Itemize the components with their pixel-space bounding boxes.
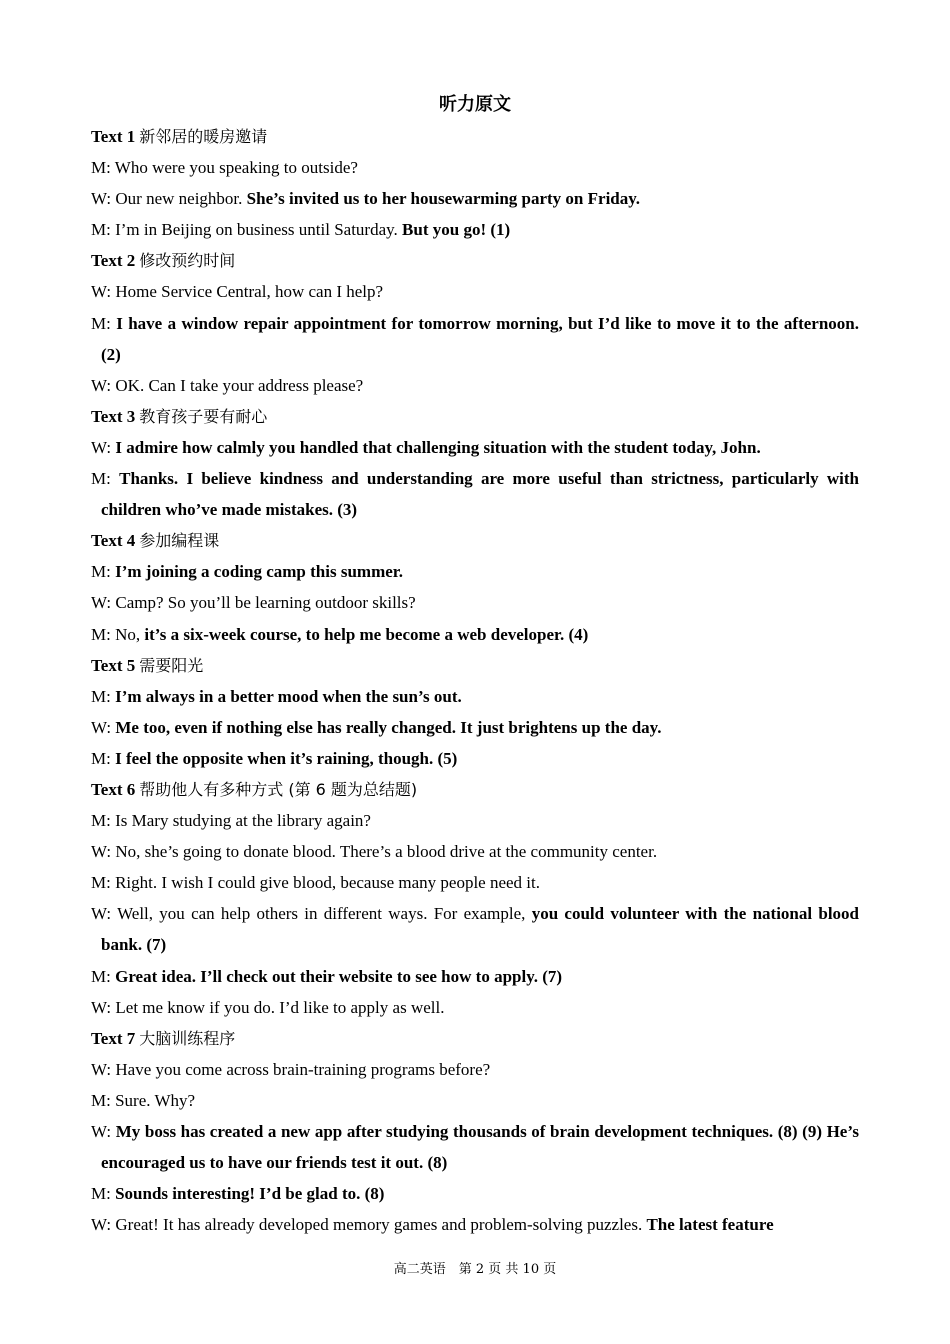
dialogue-text: No, <box>115 624 145 644</box>
dialogue-text: Let me know if you do. I’d like to apply as well. <box>115 997 445 1017</box>
dialogue-line <box>91 836 859 867</box>
speaker-label: W: <box>91 1059 116 1079</box>
section-heading <box>91 650 859 681</box>
dialogue-text: No, she’s going to donate blood. There’s a blood drive at the community center. <box>115 842 658 862</box>
dialogue-line <box>91 805 859 836</box>
speaker-label: W: <box>91 593 116 613</box>
key-sentence: The latest feature <box>646 1215 774 1235</box>
dialogue-line <box>91 898 859 960</box>
key-sentence: But you go! (1) <box>402 220 511 240</box>
section-heading <box>91 525 859 556</box>
section-topic: 大脑训练程序 <box>139 1028 236 1048</box>
dialogue-line <box>91 1054 859 1085</box>
speaker-label: M: <box>91 966 116 986</box>
dialogue-line <box>91 276 859 307</box>
section-heading <box>91 401 859 432</box>
dialogue-line <box>91 681 859 712</box>
dialogue-text: Have you come across brain-training programs before? <box>115 1059 491 1079</box>
speaker-label: M: <box>91 873 116 893</box>
section-heading <box>91 245 859 276</box>
transcript-page <box>91 92 859 1240</box>
dialogue-text: I’m in Beijing on business until Saturday. <box>115 220 403 240</box>
section-label: Text 4 <box>91 531 136 551</box>
speaker-label: W: <box>91 904 118 924</box>
key-sentence: She’s invited us to her housewarming party on Friday. <box>246 189 641 209</box>
section-topic: 帮助他人有多种方式 (第 6 题为总结题) <box>139 779 418 799</box>
key-sentence: My boss has created a new app after studying thousands of brain development techniques. (8) (9) He’s encouraged us to have our friends test it out. (8) <box>101 1122 859 1173</box>
speaker-label: M: <box>91 1090 116 1110</box>
dialogue-line <box>91 743 859 774</box>
speaker-label: W: <box>91 842 116 862</box>
section-label: Text 1 <box>91 127 136 146</box>
speaker-label: M: <box>91 811 116 831</box>
speaker-label: W: <box>91 189 116 209</box>
section-heading <box>91 1023 859 1054</box>
dialogue-text: Our new neighbor. <box>115 189 247 209</box>
dialogue-line <box>91 1209 859 1240</box>
dialogue-line <box>91 992 859 1023</box>
section-label: Text 3 <box>91 406 136 426</box>
speaker-label: W: <box>91 1122 116 1141</box>
key-sentence: I feel the opposite when it’s raining, though. (5) <box>115 748 458 768</box>
key-sentence: it’s a six-week course, to help me become a web developer. (4) <box>144 624 589 644</box>
speaker-label: W: <box>91 997 116 1017</box>
dialogue-text: OK. Can I take your address please? <box>115 375 364 395</box>
dialogue-text: Is Mary studying at the library again? <box>115 811 371 831</box>
section-topic: 修改预约时间 <box>139 251 236 271</box>
dialogue-line <box>91 1116 859 1178</box>
speaker-label: M: <box>91 562 116 582</box>
speaker-label: W: <box>91 1215 116 1235</box>
section-topic: 需要阳光 <box>139 655 204 675</box>
section-topic: 新邻居的暖房邀请 <box>139 127 268 146</box>
dialogue-line <box>91 587 859 618</box>
speaker-label: M: <box>91 313 117 333</box>
section-topic: 参加编程课 <box>139 531 220 551</box>
dialogue-line <box>91 432 859 463</box>
dialogue-line <box>91 308 859 370</box>
section-label: Text 5 <box>91 655 136 675</box>
section-label: Text 2 <box>91 251 136 271</box>
dialogue-line <box>91 214 859 245</box>
speaker-label: M: <box>91 1184 116 1204</box>
key-sentence: you could volunteer with the national blood bank. (7) <box>101 904 859 955</box>
speaker-label: M: <box>91 158 115 178</box>
key-sentence: Great idea. I’ll check out their website to see how to apply. (7) <box>115 966 563 986</box>
dialogue-text: Home Service Central, how can I help? <box>115 282 384 302</box>
key-sentence: Thanks. I believe kindness and understanding are more useful than strictness, particularly with children who’ve made mistakes. (3) <box>101 469 859 520</box>
dialogue-line <box>91 370 859 401</box>
section-topic: 教育孩子要有耐心 <box>139 406 268 426</box>
key-sentence: Me too, even if nothing else has really changed. It just brightens up the day. <box>115 717 662 737</box>
speaker-label: W: <box>91 282 116 302</box>
page-footer: 高二英语 第 2 页 共 10 页 <box>393 1262 557 1277</box>
dialogue-line <box>91 1085 859 1116</box>
speaker-label: M: <box>91 748 116 768</box>
dialogue-text: Well, you can help others in different ways. For example, <box>117 904 532 924</box>
dialogue-line <box>91 463 859 525</box>
dialogue-text: Camp? So you’ll be learning outdoor skills? <box>115 593 416 613</box>
dialogue-text: Right. I wish I could give blood, because many people need it. <box>115 873 540 893</box>
key-sentence: Sounds interesting! I’d be glad to. (8) <box>115 1184 385 1204</box>
dialogue-line <box>91 1178 859 1209</box>
speaker-label: M: <box>91 469 120 489</box>
dialogue-line <box>91 556 859 587</box>
section-label: Text 6 <box>91 779 136 799</box>
section-label: Text 7 <box>91 1028 136 1048</box>
dialogue-line <box>91 961 859 992</box>
speaker-label: M: <box>91 624 116 644</box>
section-heading <box>91 774 859 805</box>
dialogue-text: Who were you speaking to outside? <box>114 158 358 178</box>
key-sentence: I’m always in a better mood when the sun’s out. <box>115 686 462 706</box>
speaker-label: M: <box>91 220 116 240</box>
key-sentence: I have a window repair appointment for tomorrow morning, but I’d like to move it to the afternoon. (2) <box>101 313 859 364</box>
dialogue-line <box>91 619 859 650</box>
dialogue-line <box>91 867 859 898</box>
dialogue-line <box>91 183 859 214</box>
dialogue-text: Great! It has already developed memory games and problem-solving puzzles. <box>115 1215 647 1235</box>
speaker-label: M: <box>91 686 116 706</box>
transcript-body <box>91 121 859 1240</box>
dialogue-line <box>91 712 859 743</box>
page-title: 听力原文 <box>439 94 511 115</box>
key-sentence: I admire how calmly you handled that challenging situation with the student today, John. <box>115 437 761 457</box>
speaker-label: W: <box>91 717 116 737</box>
dialogue-line <box>91 152 859 183</box>
speaker-label: W: <box>91 375 116 395</box>
speaker-label: W: <box>91 437 116 457</box>
dialogue-text: Sure. Why? <box>115 1090 196 1110</box>
key-sentence: I’m joining a coding camp this summer. <box>115 562 404 582</box>
section-heading <box>91 121 859 152</box>
